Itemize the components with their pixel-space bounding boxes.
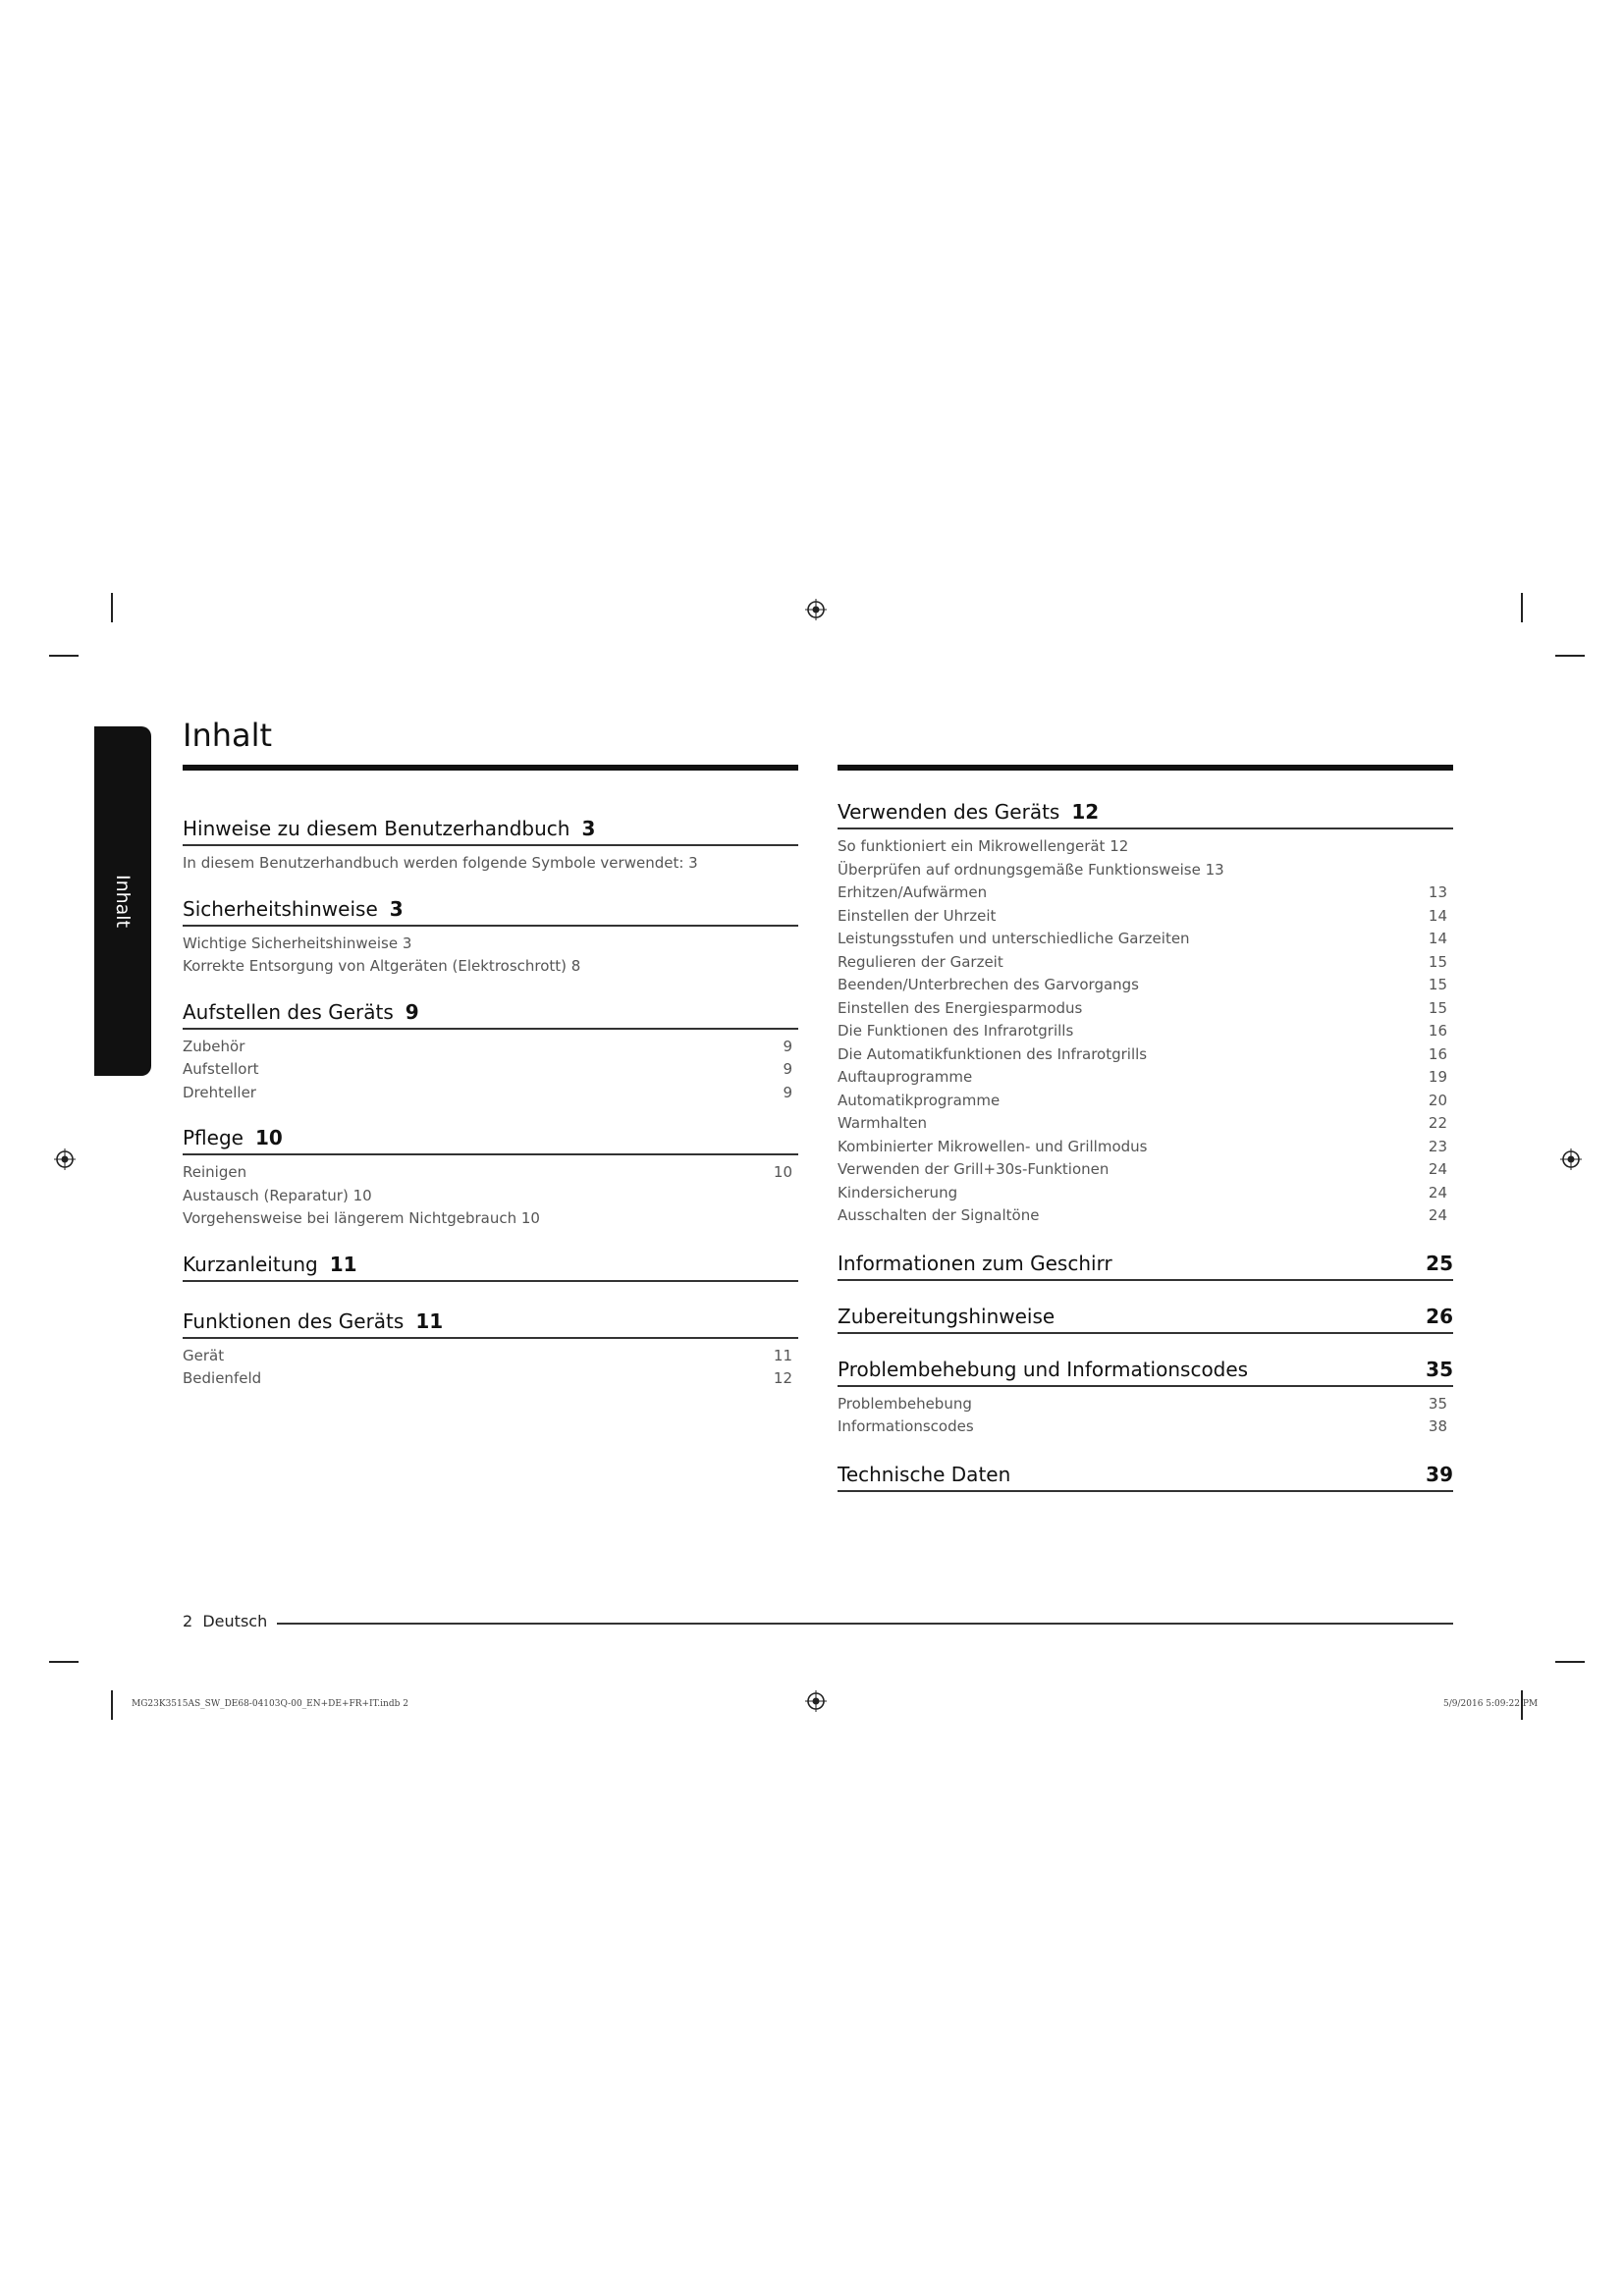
toc-entry[interactable] [838,1112,1453,1136]
entry-label: Bedienfeld [183,1369,262,1387]
toc-entry[interactable] [838,1415,1453,1439]
entry-label: Reinigen [183,1163,247,1181]
entry-label: Erhitzen/Aufwärmen [838,883,988,901]
print-slug-left: MG23K3515AS_SW_DE68-04103Q-00_EN+DE+FR+IT.indb 2 [132,1699,408,1709]
crop-mark [49,1661,79,1663]
section-title: Problembehebung und Informationscodes [838,1357,1249,1381]
section-page: 11 [329,1252,357,1276]
crop-mark [1555,655,1585,657]
entry-page: 22 [1428,1114,1447,1132]
entry-label: Regulieren der Garzeit [838,952,1003,971]
entry-page: 9 [783,1083,792,1101]
toc-entry[interactable] [838,997,1453,1021]
entry-page: 14 [1428,906,1447,925]
toc-entry[interactable] [183,1058,798,1082]
entry-page: 16 [1428,1044,1447,1063]
toc-entry[interactable] [838,1020,1453,1043]
entry-label: Wichtige Sicherheitshinweise 3 [183,934,412,952]
entry-page: 13 [1428,883,1447,901]
title-rule-right [838,765,1453,771]
toc-entry[interactable] [183,1036,798,1059]
toc-section [183,1253,798,1282]
toc-entry[interactable] [183,933,798,956]
toc-entry[interactable] [838,881,1453,905]
entry-label: So funktioniert ein Mikrowellengerät 12 [838,837,1129,855]
crop-mark [111,593,113,622]
toc-entry[interactable] [183,1345,798,1368]
toc-section-heading[interactable] [838,1305,1453,1334]
section-title: Technische Daten [838,1462,1011,1486]
footer-rule [277,1623,1453,1625]
registration-mark-icon [1560,1148,1582,1170]
toc-section-heading[interactable] [838,800,1453,829]
page-number: 2 [183,1612,193,1630]
registration-mark-icon [805,1690,827,1712]
title-rule-left [183,765,798,771]
chapter-side-tab [94,726,151,1076]
toc-left-column [183,817,798,1391]
section-page: 12 [1071,800,1100,824]
toc-section [838,1305,1453,1334]
section-title: Kurzanleitung [183,1252,318,1276]
toc-entry[interactable] [838,951,1453,975]
entry-label: Überprüfen auf ordnungsgemäße Funktionsweise 13 [838,860,1224,879]
toc-section-heading[interactable] [183,897,798,927]
section-page: 9 [405,999,419,1024]
toc-entry[interactable] [838,974,1453,997]
entry-label: Gerät [183,1346,225,1364]
toc-section [838,1463,1453,1492]
entry-page: 9 [783,1037,792,1055]
toc-section [838,1358,1453,1439]
page-footer [183,1612,267,1630]
toc-entry[interactable] [838,1182,1453,1205]
entry-label: Die Automatikfunktionen des Infrarotgrills [838,1044,1148,1063]
entry-page: 19 [1428,1068,1447,1086]
toc-section-heading[interactable] [183,1000,798,1030]
entry-page: 15 [1428,998,1447,1017]
entry-page: 15 [1428,952,1447,971]
entry-page: 23 [1428,1137,1447,1155]
section-title: Verwenden des Geräts [838,800,1060,824]
entry-page: 24 [1428,1160,1447,1178]
entry-label: Einstellen des Energiesparmodus [838,998,1083,1017]
entry-page: 11 [773,1346,792,1364]
entry-page: 20 [1428,1091,1447,1109]
toc-entry[interactable] [838,1066,1453,1090]
toc-section-heading[interactable] [838,1358,1453,1387]
toc-section [183,817,798,876]
section-page: 25 [1426,1251,1453,1275]
entry-label: Warmhalten [838,1114,928,1132]
toc-entry[interactable] [838,1393,1453,1416]
entry-label: Kindersicherung [838,1183,958,1201]
entry-page: 35 [1428,1394,1447,1413]
toc-entry[interactable] [838,928,1453,951]
entry-label: Zubehör [183,1037,245,1055]
toc-right-column [838,800,1453,1492]
toc-section-heading[interactable] [838,1463,1453,1492]
entry-label: Kombinierter Mikrowellen- und Grillmodus [838,1137,1148,1155]
section-page: 26 [1426,1304,1453,1328]
side-tab-label: Inhalt [112,874,134,929]
entry-label: Drehteller [183,1083,256,1101]
section-page: 11 [415,1308,444,1333]
section-title: Hinweise zu diesem Benutzerhandbuch [183,817,570,840]
toc-entry[interactable] [838,1043,1453,1067]
toc-section [838,1252,1453,1281]
footer-language: Deutsch [202,1612,268,1630]
toc-section [183,1309,798,1391]
entry-page: 10 [773,1163,792,1181]
entry-label: In diesem Benutzerhandbuch werden folgende Symbole verwendet: 3 [183,854,698,872]
entry-label: Automatikprogramme [838,1091,1001,1109]
page-title: Inhalt [183,717,273,754]
toc-section-heading[interactable] [183,1253,798,1282]
entry-page: 16 [1428,1022,1447,1040]
crop-mark [1555,1661,1585,1663]
entry-label: Vorgehensweise bei längerem Nichtgebrauch 10 [183,1209,540,1227]
registration-mark-icon [805,599,827,620]
entry-label: Problembehebung [838,1394,972,1413]
toc-entry[interactable] [183,955,798,979]
entry-label: Einstellen der Uhrzeit [838,906,997,925]
toc-section [183,1126,798,1231]
toc-entry[interactable] [838,859,1453,882]
entry-label: Austausch (Reparatur) 10 [183,1186,372,1204]
toc-section-heading[interactable] [183,817,798,846]
section-page: 10 [254,1126,283,1149]
toc-entry[interactable] [183,1367,798,1391]
section-page: 3 [389,896,404,921]
toc-entry[interactable] [838,1090,1453,1113]
section-title: Zubereitungshinweise [838,1304,1056,1328]
entry-page: 38 [1428,1417,1447,1435]
toc-entry[interactable] [183,1207,798,1231]
section-page: 35 [1426,1357,1453,1381]
section-title: Aufstellen des Geräts [183,999,394,1024]
section-title: Pflege [183,1126,244,1149]
registration-mark-icon [54,1148,76,1170]
entry-page: 24 [1428,1206,1447,1224]
toc-entry[interactable] [183,852,798,876]
section-title: Funktionen des Geräts [183,1308,405,1333]
entry-label: Ausschalten der Signaltöne [838,1206,1040,1224]
toc-entry[interactable] [183,1185,798,1208]
toc-entry[interactable] [838,905,1453,929]
entry-page: 14 [1428,930,1447,947]
print-slug-right: 5/9/2016 5:09:22 PM [1443,1699,1539,1709]
entry-label: Aufstellort [183,1060,259,1078]
toc-section-heading[interactable] [183,1309,798,1339]
entry-label: Auftauprogramme [838,1068,973,1086]
section-page: 39 [1426,1462,1453,1486]
entry-page: 12 [773,1369,792,1387]
section-title: Informationen zum Geschirr [838,1251,1112,1275]
entry-label: Informationscodes [838,1417,974,1435]
toc-section-heading[interactable] [838,1252,1453,1281]
section-title: Sicherheitshinweise [183,896,378,921]
toc-section [183,897,798,979]
entry-page: 24 [1428,1183,1447,1201]
toc-entry[interactable] [183,1161,798,1185]
entry-page: 9 [783,1060,792,1078]
toc-section-heading[interactable] [183,1126,798,1155]
toc-entry[interactable] [838,1158,1453,1182]
toc-entry[interactable] [183,1082,798,1105]
toc-entry[interactable] [838,1136,1453,1159]
crop-mark [1521,593,1523,622]
entry-label: Die Funktionen des Infrarotgrills [838,1022,1074,1040]
entry-label: Leistungsstufen und unterschiedliche Garzeiten [838,930,1190,947]
entry-label: Korrekte Entsorgung von Altgeräten (Elektroschrott) 8 [183,957,581,975]
crop-mark [49,655,79,657]
toc-section [183,1000,798,1105]
entry-page: 15 [1428,976,1447,993]
section-page: 3 [581,817,596,840]
toc-entry[interactable] [838,835,1453,859]
toc-section [838,800,1453,1228]
toc-entry[interactable] [838,1204,1453,1228]
crop-mark [111,1690,113,1720]
entry-label: Beenden/Unterbrechen des Garvorgangs [838,976,1140,993]
entry-label: Verwenden der Grill+30s-Funktionen [838,1160,1110,1178]
